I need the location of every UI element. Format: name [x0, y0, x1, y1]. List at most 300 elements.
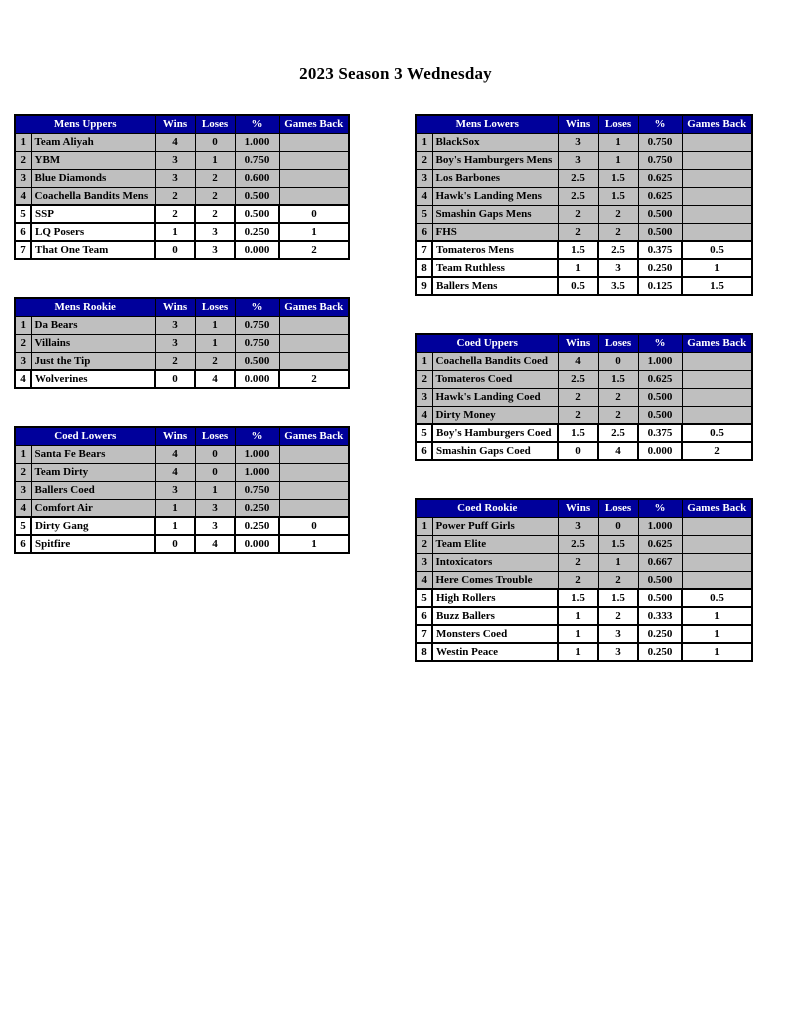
team-row: [416, 352, 752, 370]
rank-cell: 4: [416, 187, 432, 205]
column-header: Games Back: [279, 427, 349, 445]
column-header: Games Back: [682, 499, 752, 517]
column-header: Wins: [155, 115, 195, 133]
team-row: [416, 205, 752, 223]
team-row: [416, 223, 752, 241]
pct-cell: 0.750: [235, 334, 279, 352]
loses-cell: 2: [195, 352, 235, 370]
right-column: [415, 114, 753, 699]
rank-cell: 9: [416, 277, 432, 295]
wins-cell: 4: [558, 352, 598, 370]
team-row: [416, 589, 752, 607]
pct-cell: 0.250: [638, 625, 682, 643]
rank-cell: 3: [15, 481, 31, 499]
team-name-cell: Team Aliyah: [31, 133, 155, 151]
loses-cell: 2.5: [598, 241, 638, 259]
games-back-cell: [279, 316, 349, 334]
team-row: [416, 424, 752, 442]
team-row: [416, 643, 752, 661]
standings-table-mens-lowers: [415, 114, 753, 296]
pct-cell: 1.000: [235, 445, 279, 463]
loses-cell: 2: [195, 187, 235, 205]
rank-cell: 3: [416, 169, 432, 187]
games-back-cell: 0: [279, 517, 349, 535]
team-name-cell: Coachella Bandits Coed: [432, 352, 558, 370]
team-name-cell: Boy's Hamburgers Mens: [432, 151, 558, 169]
pct-cell: 0.000: [235, 535, 279, 553]
pct-cell: 0.750: [638, 151, 682, 169]
team-row: [15, 334, 349, 352]
loses-cell: 1: [598, 553, 638, 571]
team-name-cell: SSP: [31, 205, 155, 223]
pct-cell: 0.500: [638, 205, 682, 223]
pct-cell: 0.250: [235, 517, 279, 535]
team-row: [15, 241, 349, 259]
column-header: Loses: [598, 334, 638, 352]
wins-cell: 1: [155, 517, 195, 535]
rank-cell: 6: [416, 223, 432, 241]
games-back-cell: 0: [279, 205, 349, 223]
games-back-cell: [682, 553, 752, 571]
team-row: [15, 169, 349, 187]
pct-cell: 0.000: [638, 442, 682, 460]
team-row: [416, 607, 752, 625]
wins-cell: 1.5: [558, 424, 598, 442]
team-row: [416, 277, 752, 295]
loses-cell: 1: [598, 151, 638, 169]
rank-cell: 3: [416, 553, 432, 571]
games-back-cell: [682, 352, 752, 370]
team-name-cell: Tomateros Coed: [432, 370, 558, 388]
games-back-cell: [682, 370, 752, 388]
rank-cell: 4: [416, 571, 432, 589]
team-row: [15, 499, 349, 517]
header-row: [15, 115, 349, 133]
loses-cell: 0: [195, 445, 235, 463]
loses-cell: 3: [195, 241, 235, 259]
pct-cell: 0.250: [235, 223, 279, 241]
team-row: [15, 352, 349, 370]
games-back-cell: [279, 187, 349, 205]
games-back-cell: [682, 223, 752, 241]
loses-cell: 4: [195, 370, 235, 388]
rank-cell: 4: [15, 499, 31, 517]
rank-cell: 3: [416, 388, 432, 406]
team-row: [416, 388, 752, 406]
standings-table-coed-lowers: [14, 426, 350, 554]
rank-cell: 4: [416, 406, 432, 424]
pct-cell: 0.500: [235, 187, 279, 205]
team-name-cell: Power Puff Girls: [432, 517, 558, 535]
games-back-cell: [682, 571, 752, 589]
wins-cell: 1.5: [558, 241, 598, 259]
wins-cell: 2: [155, 205, 195, 223]
rank-cell: 4: [15, 370, 31, 388]
loses-cell: 0: [195, 133, 235, 151]
loses-cell: 3: [195, 517, 235, 535]
loses-cell: 1.5: [598, 187, 638, 205]
wins-cell: 0: [558, 442, 598, 460]
wins-cell: 2: [558, 553, 598, 571]
team-row: [15, 445, 349, 463]
loses-cell: 2.5: [598, 424, 638, 442]
column-header: Wins: [155, 427, 195, 445]
team-row: [416, 259, 752, 277]
column-header: Loses: [195, 298, 235, 316]
games-back-cell: 1: [279, 223, 349, 241]
wins-cell: 1: [558, 259, 598, 277]
header-row: [15, 427, 349, 445]
loses-cell: 1.5: [598, 169, 638, 187]
team-row: [15, 535, 349, 553]
loses-cell: 4: [598, 442, 638, 460]
games-back-cell: [682, 133, 752, 151]
loses-cell: 3: [598, 643, 638, 661]
team-row: [15, 187, 349, 205]
games-back-cell: [279, 481, 349, 499]
loses-cell: 2: [598, 607, 638, 625]
pct-cell: 0.375: [638, 424, 682, 442]
games-back-cell: 1.5: [682, 277, 752, 295]
games-back-cell: [682, 406, 752, 424]
wins-cell: 3: [558, 151, 598, 169]
pct-cell: 0.000: [235, 370, 279, 388]
pct-cell: 0.250: [235, 499, 279, 517]
column-header: Wins: [558, 115, 598, 133]
wins-cell: 2: [558, 571, 598, 589]
team-name-cell: Los Barbones: [432, 169, 558, 187]
loses-cell: 3: [598, 625, 638, 643]
loses-cell: 3: [195, 223, 235, 241]
wins-cell: 2.5: [558, 169, 598, 187]
team-row: [416, 133, 752, 151]
left-column: [14, 114, 350, 591]
pct-cell: 0.750: [235, 481, 279, 499]
rank-cell: 3: [15, 169, 31, 187]
games-back-cell: [682, 388, 752, 406]
games-back-cell: [682, 205, 752, 223]
rank-cell: 6: [416, 607, 432, 625]
team-name-cell: Dirty Money: [432, 406, 558, 424]
team-row: [416, 517, 752, 535]
games-back-cell: 0.5: [682, 589, 752, 607]
rank-cell: 1: [416, 352, 432, 370]
loses-cell: 1: [598, 133, 638, 151]
team-row: [416, 151, 752, 169]
pct-cell: 1.000: [638, 517, 682, 535]
team-name-cell: Just the Tip: [31, 352, 155, 370]
games-back-cell: [279, 352, 349, 370]
rank-cell: 8: [416, 643, 432, 661]
loses-cell: 3: [195, 499, 235, 517]
rank-cell: 2: [15, 151, 31, 169]
standings-table-mens-rookie: [14, 297, 350, 389]
column-header: %: [638, 334, 682, 352]
loses-cell: 1: [195, 334, 235, 352]
wins-cell: 2.5: [558, 370, 598, 388]
table-title: Coed Lowers: [15, 427, 155, 445]
rank-cell: 2: [416, 151, 432, 169]
rank-cell: 1: [416, 517, 432, 535]
games-back-cell: 0.5: [682, 241, 752, 259]
column-header: Wins: [558, 334, 598, 352]
games-back-cell: [279, 463, 349, 481]
team-row: [15, 481, 349, 499]
pct-cell: 0.625: [638, 169, 682, 187]
games-back-cell: 2: [279, 370, 349, 388]
rank-cell: 6: [15, 535, 31, 553]
table-title: Mens Rookie: [15, 298, 155, 316]
games-back-cell: [682, 187, 752, 205]
games-back-cell: 0.5: [682, 424, 752, 442]
team-name-cell: Smashin Gaps Mens: [432, 205, 558, 223]
team-row: [416, 625, 752, 643]
wins-cell: 3: [558, 133, 598, 151]
team-row: [15, 370, 349, 388]
column-header: Games Back: [682, 115, 752, 133]
loses-cell: 4: [195, 535, 235, 553]
loses-cell: 1.5: [598, 589, 638, 607]
wins-cell: 2.5: [558, 535, 598, 553]
loses-cell: 3: [598, 259, 638, 277]
pct-cell: 0.250: [638, 643, 682, 661]
team-row: [416, 370, 752, 388]
team-name-cell: Team Elite: [432, 535, 558, 553]
team-name-cell: Ballers Coed: [31, 481, 155, 499]
column-header: %: [235, 427, 279, 445]
wins-cell: 0: [155, 241, 195, 259]
pct-cell: 0.667: [638, 553, 682, 571]
loses-cell: 2: [598, 223, 638, 241]
wins-cell: 4: [155, 463, 195, 481]
loses-cell: 0: [598, 517, 638, 535]
pct-cell: 0.125: [638, 277, 682, 295]
games-back-cell: [279, 334, 349, 352]
games-back-cell: 1: [682, 643, 752, 661]
wins-cell: 3: [558, 517, 598, 535]
wins-cell: 1.5: [558, 589, 598, 607]
wins-cell: 0: [155, 370, 195, 388]
wins-cell: 2: [558, 223, 598, 241]
wins-cell: 2: [558, 406, 598, 424]
team-name-cell: Hawk's Landing Coed: [432, 388, 558, 406]
pct-cell: 0.500: [638, 571, 682, 589]
pct-cell: 0.625: [638, 535, 682, 553]
header-row: [416, 115, 752, 133]
games-back-cell: 2: [682, 442, 752, 460]
games-back-cell: [279, 169, 349, 187]
games-back-cell: 1: [682, 607, 752, 625]
team-row: [416, 553, 752, 571]
team-name-cell: Ballers Mens: [432, 277, 558, 295]
wins-cell: 2.5: [558, 187, 598, 205]
team-name-cell: Boy's Hamburgers Coed: [432, 424, 558, 442]
standings-table-mens-uppers: [14, 114, 350, 260]
games-back-cell: [279, 445, 349, 463]
wins-cell: 0.5: [558, 277, 598, 295]
pct-cell: 0.500: [638, 406, 682, 424]
pct-cell: 0.333: [638, 607, 682, 625]
team-name-cell: Team Ruthless: [432, 259, 558, 277]
standings-table-coed-uppers: [415, 333, 753, 461]
team-row: [15, 133, 349, 151]
pct-cell: 0.750: [235, 316, 279, 334]
pct-cell: 0.500: [638, 388, 682, 406]
column-header: Games Back: [279, 115, 349, 133]
loses-cell: 0: [598, 352, 638, 370]
rank-cell: 5: [416, 205, 432, 223]
team-row: [416, 169, 752, 187]
team-name-cell: Dirty Gang: [31, 517, 155, 535]
team-name-cell: Team Dirty: [31, 463, 155, 481]
wins-cell: 4: [155, 445, 195, 463]
rank-cell: 5: [15, 517, 31, 535]
wins-cell: 3: [155, 334, 195, 352]
rank-cell: 2: [15, 463, 31, 481]
loses-cell: 2: [195, 205, 235, 223]
pct-cell: 1.000: [638, 352, 682, 370]
pct-cell: 0.500: [235, 205, 279, 223]
team-row: [15, 151, 349, 169]
rank-cell: 4: [15, 187, 31, 205]
column-header: Wins: [558, 499, 598, 517]
team-row: [15, 205, 349, 223]
pct-cell: 1.000: [235, 133, 279, 151]
rank-cell: 1: [416, 133, 432, 151]
loses-cell: 1: [195, 481, 235, 499]
loses-cell: 1: [195, 151, 235, 169]
column-header: Wins: [155, 298, 195, 316]
loses-cell: 0: [195, 463, 235, 481]
loses-cell: 2: [598, 406, 638, 424]
header-row: [416, 334, 752, 352]
loses-cell: 2: [598, 388, 638, 406]
games-back-cell: [279, 133, 349, 151]
pct-cell: 0.500: [235, 352, 279, 370]
team-row: [416, 571, 752, 589]
standings-table-coed-rookie: [415, 498, 753, 662]
wins-cell: 1: [155, 223, 195, 241]
pct-cell: 0.600: [235, 169, 279, 187]
team-name-cell: Hawk's Landing Mens: [432, 187, 558, 205]
team-name-cell: Intoxicators: [432, 553, 558, 571]
rank-cell: 5: [416, 589, 432, 607]
column-header: Loses: [195, 115, 235, 133]
wins-cell: 4: [155, 133, 195, 151]
wins-cell: 1: [155, 499, 195, 517]
team-name-cell: Tomateros Mens: [432, 241, 558, 259]
wins-cell: 2: [155, 187, 195, 205]
team-name-cell: Da Bears: [31, 316, 155, 334]
wins-cell: 3: [155, 316, 195, 334]
column-header: Games Back: [279, 298, 349, 316]
team-name-cell: Westin Peace: [432, 643, 558, 661]
games-back-cell: 1: [279, 535, 349, 553]
loses-cell: 2: [598, 205, 638, 223]
table-title: Mens Lowers: [416, 115, 558, 133]
loses-cell: 1.5: [598, 370, 638, 388]
page-title: 2023 Season 3 Wednesday: [299, 64, 492, 83]
wins-cell: 0: [155, 535, 195, 553]
wins-cell: 2: [558, 388, 598, 406]
pct-cell: 0.375: [638, 241, 682, 259]
team-row: [15, 223, 349, 241]
pct-cell: 0.000: [235, 241, 279, 259]
loses-cell: 2: [195, 169, 235, 187]
rank-cell: 1: [15, 316, 31, 334]
column-header: %: [638, 499, 682, 517]
wins-cell: 3: [155, 169, 195, 187]
team-row: [416, 535, 752, 553]
team-name-cell: Smashin Gaps Coed: [432, 442, 558, 460]
team-row: [416, 187, 752, 205]
table-title: Mens Uppers: [15, 115, 155, 133]
column-header: Games Back: [682, 334, 752, 352]
games-back-cell: [682, 151, 752, 169]
wins-cell: 3: [155, 481, 195, 499]
table-title: Coed Uppers: [416, 334, 558, 352]
rank-cell: 1: [15, 445, 31, 463]
games-back-cell: 2: [279, 241, 349, 259]
team-name-cell: LQ Posers: [31, 223, 155, 241]
rank-cell: 2: [15, 334, 31, 352]
pct-cell: 0.500: [638, 223, 682, 241]
rank-cell: 2: [416, 370, 432, 388]
team-row: [15, 316, 349, 334]
loses-cell: 1: [195, 316, 235, 334]
games-back-cell: 1: [682, 259, 752, 277]
pct-cell: 0.750: [235, 151, 279, 169]
pct-cell: 0.250: [638, 259, 682, 277]
column-header: Loses: [598, 499, 638, 517]
rank-cell: 6: [15, 223, 31, 241]
pct-cell: 0.750: [638, 133, 682, 151]
team-name-cell: Monsters Coed: [432, 625, 558, 643]
games-back-cell: [279, 151, 349, 169]
rank-cell: 6: [416, 442, 432, 460]
team-name-cell: Santa Fe Bears: [31, 445, 155, 463]
games-back-cell: [682, 517, 752, 535]
column-header: Loses: [195, 427, 235, 445]
pct-cell: 0.625: [638, 187, 682, 205]
wins-cell: 1: [558, 607, 598, 625]
column-header: Loses: [598, 115, 638, 133]
loses-cell: 2: [598, 571, 638, 589]
team-name-cell: YBM: [31, 151, 155, 169]
team-name-cell: High Rollers: [432, 589, 558, 607]
loses-cell: 1.5: [598, 535, 638, 553]
rank-cell: 2: [416, 535, 432, 553]
pct-cell: 1.000: [235, 463, 279, 481]
team-name-cell: Comfort Air: [31, 499, 155, 517]
team-name-cell: Spitfire: [31, 535, 155, 553]
header-row: [15, 298, 349, 316]
team-row: [15, 463, 349, 481]
pct-cell: 0.500: [638, 589, 682, 607]
wins-cell: 1: [558, 625, 598, 643]
rank-cell: 3: [15, 352, 31, 370]
games-back-cell: 1: [682, 625, 752, 643]
loses-cell: 3.5: [598, 277, 638, 295]
team-name-cell: Blue Diamonds: [31, 169, 155, 187]
team-name-cell: BlackSox: [432, 133, 558, 151]
column-header: %: [235, 115, 279, 133]
team-name-cell: Here Comes Trouble: [432, 571, 558, 589]
rank-cell: 5: [15, 205, 31, 223]
rank-cell: 7: [15, 241, 31, 259]
team-name-cell: FHS: [432, 223, 558, 241]
rank-cell: 5: [416, 424, 432, 442]
